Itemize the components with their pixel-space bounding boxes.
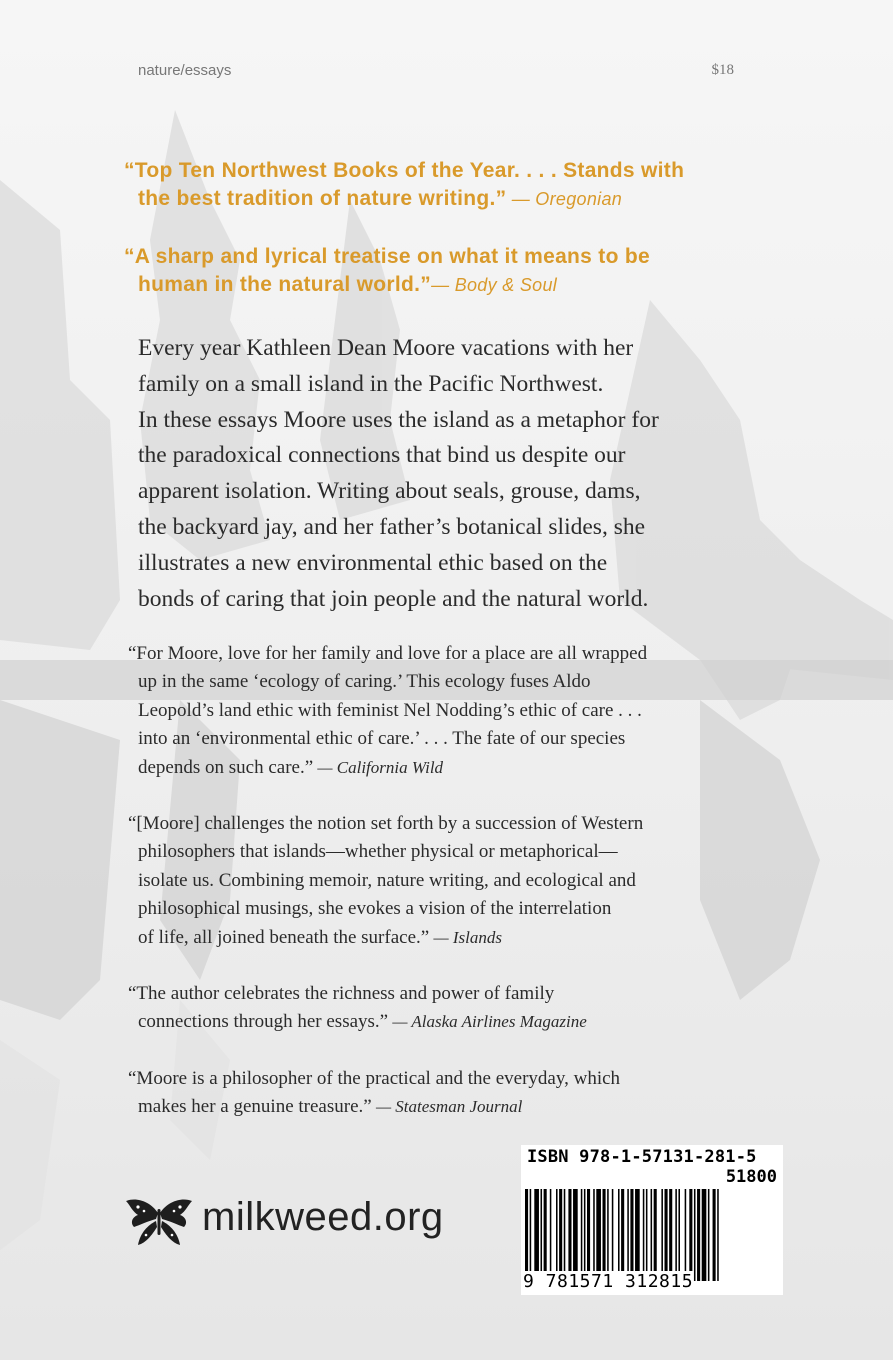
description-line: the backyard jay, and her father’s botanical slides, she bbox=[138, 513, 646, 540]
barcode-bar bbox=[564, 1189, 566, 1281]
header bbox=[138, 62, 734, 79]
blurb-oregonian bbox=[124, 157, 764, 213]
quote-line: philosophers that islands—whether physical or metaphorical— bbox=[138, 841, 618, 863]
quote-california-wild bbox=[128, 640, 778, 782]
barcode-bar bbox=[697, 1189, 700, 1281]
price-label: $18 bbox=[711, 62, 734, 78]
quote-source: — Alaska Airlines Magazine bbox=[388, 1012, 587, 1032]
barcode-bar bbox=[541, 1189, 543, 1281]
barcode-bar bbox=[654, 1189, 657, 1281]
blurb-source: — Oregonian bbox=[506, 189, 623, 209]
description-line: illustrates a new environmental ethic based on the bbox=[138, 549, 608, 576]
blurb-text: the best tradition of nature writing.” bbox=[138, 187, 507, 210]
barcode-bar bbox=[651, 1189, 653, 1281]
barcode-bar bbox=[525, 1189, 528, 1281]
barcode-bars bbox=[525, 1189, 779, 1281]
quote-line: “The author celebrates the richness and power of family bbox=[128, 983, 555, 1004]
description-line: the paradoxical connections that bind us despite our bbox=[138, 442, 626, 469]
butterfly-logo-icon bbox=[124, 1195, 194, 1251]
book-description bbox=[138, 331, 778, 617]
quote-text: connections through her essays.” bbox=[138, 1011, 389, 1033]
barcode-bar bbox=[675, 1189, 677, 1281]
barcode-bar bbox=[635, 1189, 640, 1281]
barcode-bar bbox=[544, 1189, 547, 1281]
quote-line bbox=[128, 1008, 778, 1036]
quote-alaska-airlines bbox=[128, 980, 778, 1037]
price-code: 51800 bbox=[725, 1167, 777, 1187]
barcode-bar bbox=[587, 1189, 590, 1281]
barcode-bar bbox=[685, 1189, 687, 1281]
barcode-bar bbox=[550, 1189, 552, 1281]
quote-statesman-journal bbox=[128, 1065, 778, 1122]
quote-line: isolate us. Combining memoir, nature writing, and ecological and bbox=[138, 869, 636, 891]
quote-line: “[Moore] challenges the notion set forth by a succession of Western bbox=[128, 813, 644, 834]
quote-line bbox=[128, 1093, 778, 1121]
barcode-bar bbox=[643, 1189, 645, 1281]
blurb-line: “Top Ten Northwest Books of the Year. . . . Stands with bbox=[124, 159, 685, 182]
barcode-bar bbox=[559, 1189, 562, 1281]
barcode-bar bbox=[713, 1189, 716, 1281]
barcode-bar bbox=[603, 1189, 606, 1281]
isbn-label: ISBN 978-1-57131-281-5 bbox=[527, 1147, 757, 1167]
barcode-bar bbox=[581, 1189, 583, 1281]
barcode-bar bbox=[534, 1189, 539, 1281]
blurb-source: — Body & Soul bbox=[431, 275, 558, 295]
barcode-bar bbox=[573, 1189, 578, 1281]
barcode-bar bbox=[593, 1189, 595, 1281]
quote-source: — Islands bbox=[429, 927, 502, 947]
barcode-bar bbox=[689, 1189, 692, 1281]
barcode-bar bbox=[530, 1189, 532, 1281]
quote-line bbox=[128, 754, 778, 782]
quote-source: — Statesman Journal bbox=[371, 1097, 523, 1117]
barcode-bar bbox=[646, 1189, 648, 1281]
barcode-bar bbox=[630, 1189, 633, 1281]
blurb-line bbox=[124, 185, 764, 213]
blurb-text: human in the natural world.” bbox=[138, 273, 432, 296]
barcode-bar bbox=[596, 1189, 601, 1281]
barcode-bar bbox=[612, 1189, 614, 1281]
description-line: In these essays Moore uses the island as a metaphor for bbox=[138, 406, 659, 433]
quote-line: “For Moore, love for her family and love for a place are all wrapped bbox=[128, 643, 648, 664]
quote-source: — California Wild bbox=[313, 757, 444, 777]
category-label: nature/essays bbox=[138, 62, 232, 79]
quote-line: philosophical musings, she evokes a vision of the interrelation bbox=[138, 898, 612, 920]
blurb-body-soul bbox=[124, 243, 764, 299]
barcode-bar bbox=[618, 1189, 620, 1281]
barcode-digits: 9 781571 312815 bbox=[523, 1271, 694, 1292]
isbn-barcode bbox=[521, 1145, 783, 1295]
quote-islands bbox=[128, 810, 778, 952]
publisher-website: milkweed.org bbox=[202, 1195, 444, 1239]
barcode-bar bbox=[621, 1189, 624, 1281]
barcode-bar bbox=[584, 1189, 586, 1281]
quote-line: “Moore is a philosopher of the practical and the everyday, which bbox=[128, 1068, 621, 1089]
quote-line: into an ‘environmental ethic of care.’ . . . The fate of our species bbox=[138, 728, 626, 750]
barcode-bar bbox=[556, 1189, 558, 1281]
barcode-bar bbox=[708, 1189, 710, 1281]
quote-text: makes her a genuine treasure.” bbox=[138, 1096, 372, 1118]
barcode-bar bbox=[661, 1189, 663, 1281]
quote-line: Leopold’s land ethic with feminist Nel Nodding’s ethic of care . . . bbox=[138, 699, 642, 721]
quote-line bbox=[128, 924, 778, 952]
barcode-bar bbox=[627, 1189, 629, 1281]
blurb-line bbox=[124, 271, 764, 299]
description-line: bonds of caring that join people and the natural world. bbox=[138, 585, 649, 612]
quote-text: depends on such care.” bbox=[138, 756, 314, 778]
barcode-bar bbox=[607, 1189, 609, 1281]
barcode-bar bbox=[568, 1189, 571, 1281]
barcode-bar bbox=[702, 1189, 707, 1281]
barcode-bar bbox=[665, 1189, 668, 1281]
barcode-bar bbox=[678, 1189, 680, 1281]
description-line: family on a small island in the Pacific Northwest. bbox=[138, 370, 604, 397]
barcode-bar bbox=[694, 1189, 696, 1281]
quote-text: of life, all joined beneath the surface.” bbox=[138, 926, 430, 948]
description-line: Every year Kathleen Dean Moore vacations with her bbox=[138, 335, 634, 361]
barcode-bar bbox=[669, 1189, 672, 1281]
description-line: apparent isolation. Writing about seals, grouse, dams, bbox=[138, 478, 641, 505]
barcode-bar bbox=[717, 1189, 719, 1281]
quote-line: up in the same ‘ecology of caring.’ This ecology fuses Aldo bbox=[138, 671, 591, 693]
blurb-line: “A sharp and lyrical treatise on what it means to be bbox=[124, 245, 650, 268]
